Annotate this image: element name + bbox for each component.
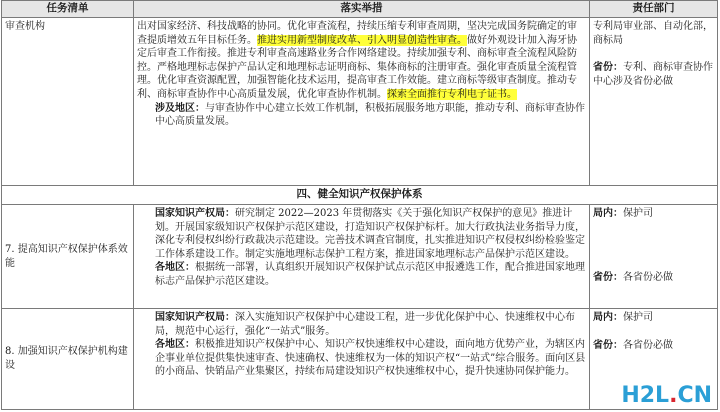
highlighted-measure: 推进实用新型制度改革、引入明显创造性审查。 [257,34,467,46]
task-cell: 7. 提高知识产权保护体系效能 [2,205,134,309]
bureau-text: 保护司 [623,208,653,219]
table-header-row [2,1,718,18]
national-paragraph [137,311,586,338]
national-label: 国家知识产权局： [155,208,235,219]
section-row [2,186,718,205]
watermark-main: H2L [621,383,670,408]
bureau-text: 保护司 [623,312,653,323]
region-label: 各地区： [155,339,195,351]
national-text: 深入实施知识产权保护中心建设工程，进一步优化保护中心、快速维权中心布局，规范中心运行，强化“一站式”服务。 [155,312,575,337]
department-cell [590,205,718,309]
bureau-note [593,207,714,221]
table-row-task-8 [2,309,718,410]
province-label: 省份： [593,339,623,351]
header-measures: 落实举措 [134,1,590,18]
task-cell: 审查机构 [2,18,134,186]
bureau-note [593,311,714,325]
watermark-tld: CN [677,383,712,408]
table-row-task-7 [2,205,718,309]
region-text: 积极推进知识产权保护中心、知识产权快速维权中心建设，面向地方优势产业，为辖区内企事业单位提供集快速审查、快速确权、快速维权为一体的知识产权“一站式”综合服务。面向区县的小商品、快销品产业集聚区，持续布局建设知识产权快速维权中心，提升快速协同保护能力。 [155,339,586,378]
region-label: 各地区： [155,262,195,274]
header-department: 责任部门 [590,1,718,18]
measure-text: 做好外观设计加入海牙协定后审查工作衔接。推进专利审查高速路业务合作网络建设。持续加强专利、商标审查全流程风险防控。严格地理标志保护产品认定和地理标志证明商标、集体商标的注册审查。强化审查质量全流程管理。优化审查资源配置，加强智能化技术运用，提高审查工作效能。建立商标等级审查制度。推动专利、商标审查协作中心高质量发展，优化审查协作机制。 [137,34,577,100]
site-watermark-logo [621,383,712,408]
watermark-dot: . [669,383,678,408]
measures-cell [134,205,590,309]
region-paragraph [137,261,586,288]
table-row-review-agency [2,18,718,186]
highlighted-measure: 探索全面推行专利电子证书。 [387,88,517,100]
measures-cell [134,18,590,186]
province-note [593,61,714,88]
bureau-label: 局内： [593,312,623,323]
national-text: 研究制定 2022—2023 年贯彻落实《关于强化知识产权保护的意见》推进计划。开展国家级知识产权保护示范区建设，打造知识产权保护标杆。加大行政执法业务指导力度，深化专利侵权纠纷行政裁决示范建设。完善技术调查官制度，扎实推进知识产权侵权纠纷检验鉴定工作体系建设工作。制定实施地理标志保护工程方案，推进国家地理标志产品保护示范区建设。 [155,208,585,260]
measures-cell [134,309,590,410]
measure-text: 出对国家经济、科技战略的协同。优化审查流程，持续压缩专利审查周期，坚决完成国务院确定的审查提质增效五年目标任务。 [137,21,577,46]
task-cell: 8. 加强知识产权保护机构建设 [2,309,134,410]
province-note [593,339,714,353]
region-text: 与审查协作中心建立长效工作机制，积极拓展服务地方职能，推动专利、商标审查协作中心高质量发展。 [155,102,585,128]
region-paragraph [137,338,586,379]
measures-paragraph [137,20,586,102]
province-label: 省份： [593,271,623,283]
province-text: 各省份必做 [623,339,673,351]
national-paragraph [137,207,586,261]
province-note [593,271,714,285]
region-paragraph [137,102,586,129]
header-task-list: 任务清单 [2,1,134,18]
province-text: 专利、商标审查协作中心涉及省份必做 [593,62,713,87]
section-title: 四、健全知识产权保护体系 [2,186,718,205]
bureau-label: 局内： [593,208,623,219]
department-cell [590,18,718,186]
region-text: 根据统一部署，认真组织开展知识产权保护试点示范区申报遴选工作，配合推进国家地理标志产品保护示范区建设。 [155,262,585,287]
department-text: 专利局审业部、自动化部，商标局 [593,21,713,46]
task-table [1,0,718,410]
province-label: 省份： [593,62,623,74]
national-label: 国家知识产权局： [155,312,235,323]
region-label: 涉及地区： [155,102,205,114]
province-text: 各省份必做 [623,271,673,283]
